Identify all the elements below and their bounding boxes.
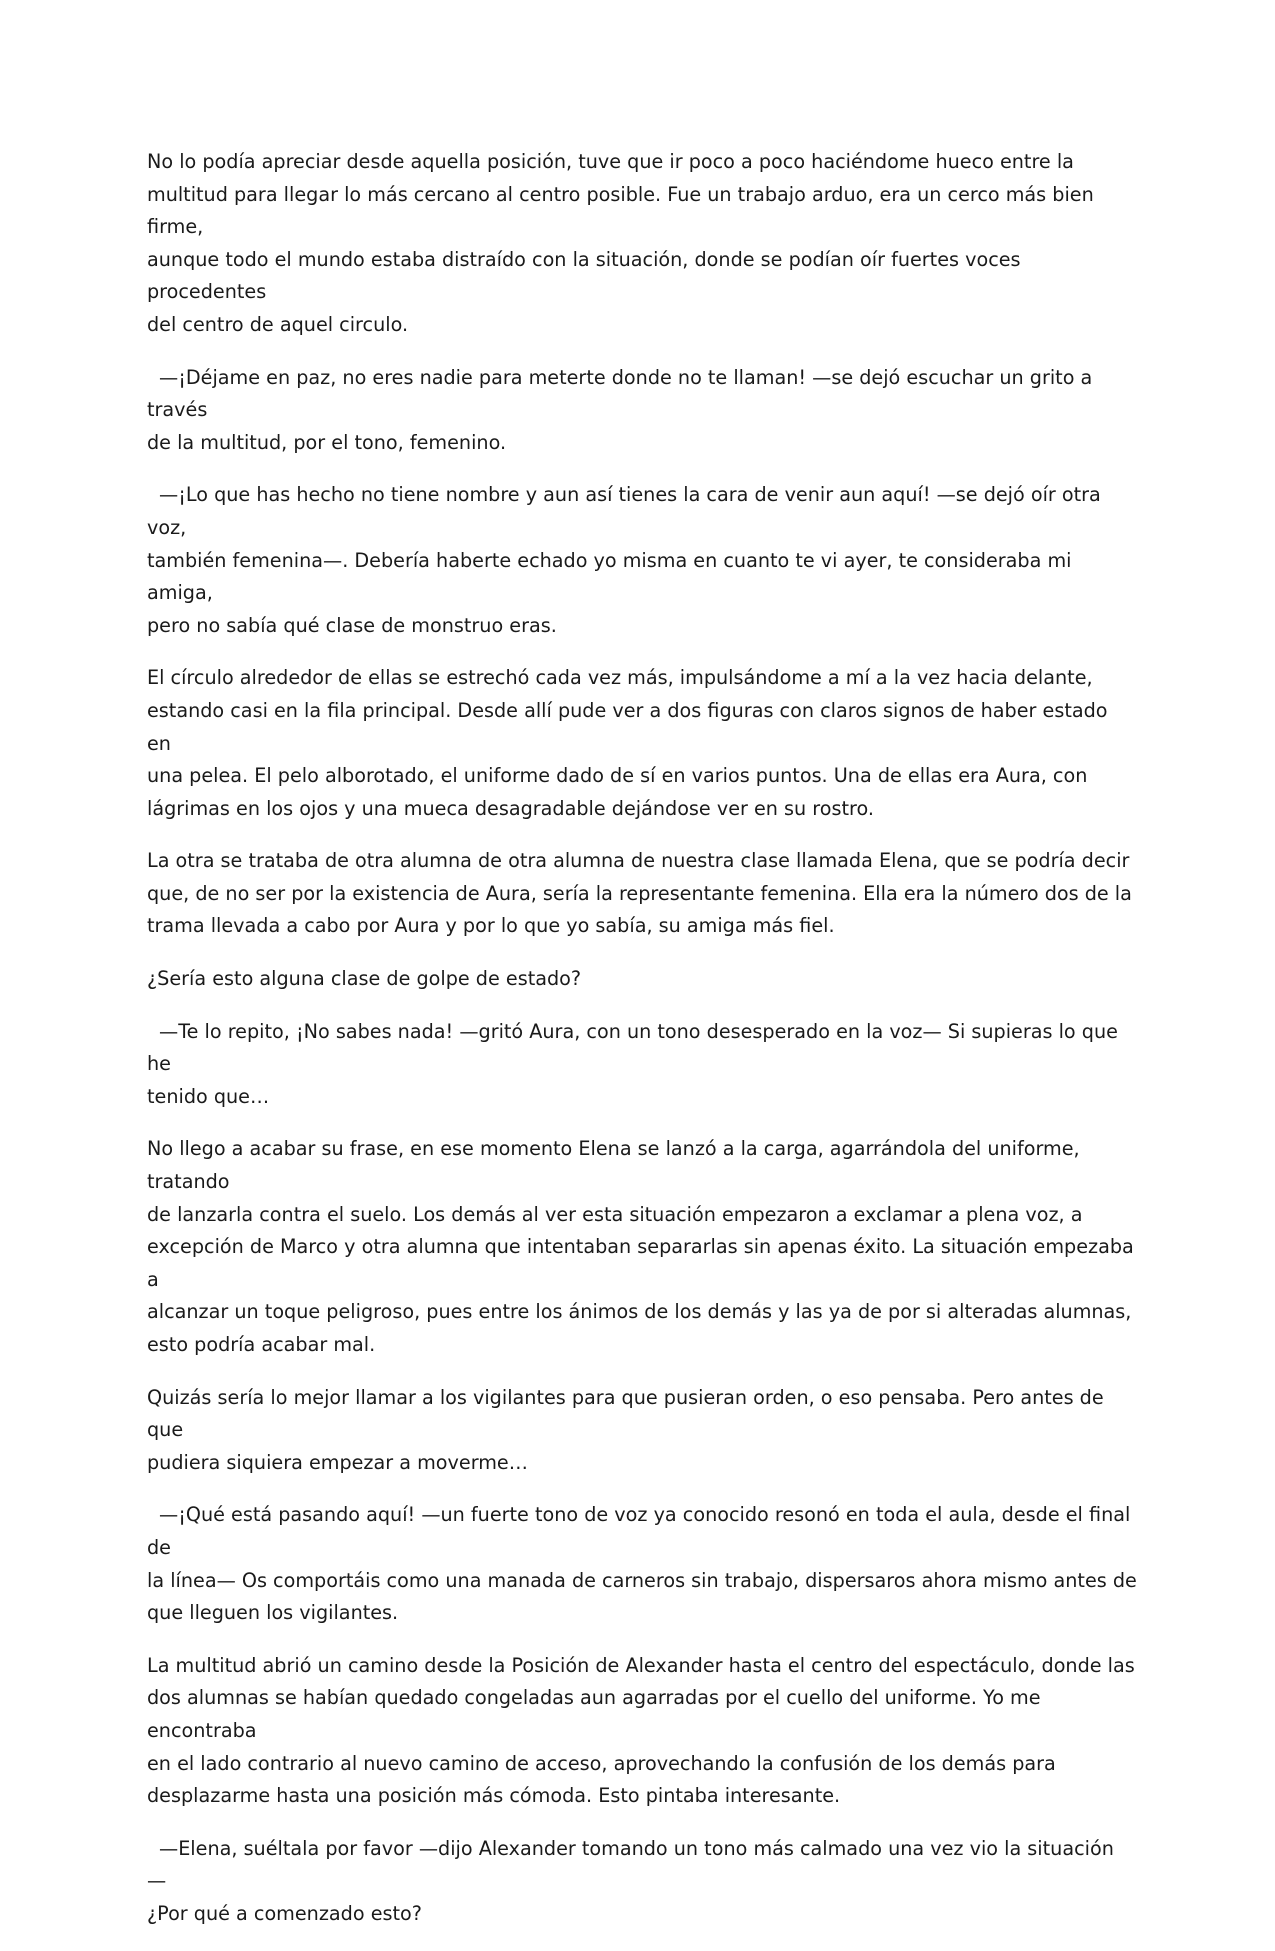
text-line: que, de no ser por la existencia de Aura, sería la representante femenina. Ella era la número dos de la	[147, 881, 1132, 905]
dialogue-paragraph	[147, 362, 1137, 460]
text-line: Quizás sería lo mejor llamar a los vigilantes para que pusieran orden, o eso pensaba. Pero antes de que	[147, 1385, 1104, 1442]
text-line: —Te lo repito, ¡No sabes nada! —gritó Aura, con un tono desesperado en la voz— Si supieras lo que he	[147, 1019, 1118, 1076]
dialogue-paragraph	[147, 479, 1137, 642]
text-line: —¡Lo que has hecho no tiene nombre y aun así tienes la cara de venir aun aquí! —se dejó oír otra voz,	[147, 483, 1101, 539]
text-line: que lleguen los vigilantes.	[147, 1601, 399, 1625]
dialogue-paragraph	[147, 1833, 1137, 1931]
narration-paragraph	[147, 146, 1137, 342]
text-line: trama llevada a cabo por Aura y por lo que yo sabía, su amiga más fiel.	[147, 914, 835, 938]
text-line: La multitud abrió un camino desde la Posición de Alexander hasta el centro del espectáculo, donde las	[147, 1653, 1135, 1677]
text-line: tenido que…	[147, 1084, 270, 1108]
text-line: pudiera siquiera empezar a moverme…	[147, 1450, 528, 1474]
text-line: No llego a acabar su frase, en ese momento Elena se lanzó a la carga, agarrándola del uniforme, tratando	[147, 1137, 1080, 1194]
dialogue-paragraph	[147, 1499, 1137, 1629]
narration-paragraph	[147, 1382, 1137, 1480]
text-line: ¿Sería esto alguna clase de golpe de estado?	[147, 967, 582, 991]
text-line: en el lado contrario al nuevo camino de acceso, aprovechando la confusión de los demás para	[147, 1751, 1056, 1775]
text-line: desplazarme hasta una posición más cómoda. Esto pintaba interesante.	[147, 1784, 841, 1808]
text-line: —¡Qué está pasando aquí! —un fuerte tono de voz ya conocido resonó en toda el aula, desde el final de	[147, 1503, 1131, 1559]
text-line: ¿Por qué a comenzado esto?	[147, 1901, 422, 1925]
narration-paragraph	[147, 1133, 1137, 1361]
dialogue-paragraph	[147, 1016, 1137, 1114]
text-line: No lo podía apreciar desde aquella posición, tuve que ir poco a poco haciéndome hueco entre la	[147, 150, 1074, 173]
narration-paragraph	[147, 845, 1137, 943]
text-line: esto podría acabar mal.	[147, 1333, 376, 1356]
narration-paragraph	[147, 662, 1137, 825]
body-text	[147, 146, 1137, 1951]
narration-paragraph	[147, 1650, 1137, 1813]
text-line: también femenina—. Debería haberte echado yo misma en cuanto te vi ayer, te consideraba mi amiga,	[147, 548, 1072, 605]
text-line: de la multitud, por el tono, femenino.	[147, 430, 507, 454]
text-line: dos alumnas se habían quedado congeladas aun agarradas por el cuello del uniforme. Yo me encontraba	[147, 1686, 1041, 1742]
text-line: —Elena, suéltala por favor —dijo Alexander tomando un tono más calmado una vez vio la situación —	[147, 1836, 1114, 1893]
text-line: estando casi en la fila principal. Desde allí pude ver a dos figuras con claros signos de haber estado en	[147, 698, 1108, 755]
text-line: lágrimas en los ojos y una mueca desagradable dejándose ver en su rostro.	[147, 796, 874, 820]
text-line: pero no sabía qué clase de monstruo eras.	[147, 613, 557, 637]
text-line: alcanzar un toque peligroso, pues entre los ánimos de los demás y las ya de por si alteradas alumnas,	[147, 1300, 1132, 1324]
text-line: de lanzarla contra el suelo. Los demás al ver esta situación empezaron a exclamar a plena voz, a	[147, 1202, 1083, 1226]
text-line: multitud para llegar lo más cercano al centro posible. Fue un trabajo arduo, era un cerco más bien firme,	[147, 182, 1094, 239]
text-line: —¡Déjame en paz, no eres nadie para meterte donde no te llaman! —se dejó escuchar un grito a través	[147, 365, 1093, 422]
text-line: la línea— Os comportáis como una manada de carneros sin trabajo, dispersaros ahora mismo antes de	[147, 1568, 1137, 1592]
text-line: del centro de aquel circulo.	[147, 312, 409, 336]
text-line: La otra se trataba de otra alumna de otra alumna de nuestra clase llamada Elena, que se podría decir	[147, 849, 1130, 873]
narration-paragraph	[147, 963, 1137, 996]
text-line: excepción de Marco y otra alumna que intentaban separarlas sin apenas éxito. La situación empezaba a	[147, 1235, 1134, 1291]
text-line: una pelea. El pelo alborotado, el uniforme dado de sí en varios puntos. Una de ellas era Aura, con	[147, 764, 1088, 788]
text-line: El círculo alrededor de ellas se estrechó cada vez más, impulsándome a mí a la vez hacia delante,	[147, 666, 1093, 690]
text-line: aunque todo el mundo estaba distraído con la situación, donde se podían oír fuertes voces procedentes	[147, 247, 1021, 304]
